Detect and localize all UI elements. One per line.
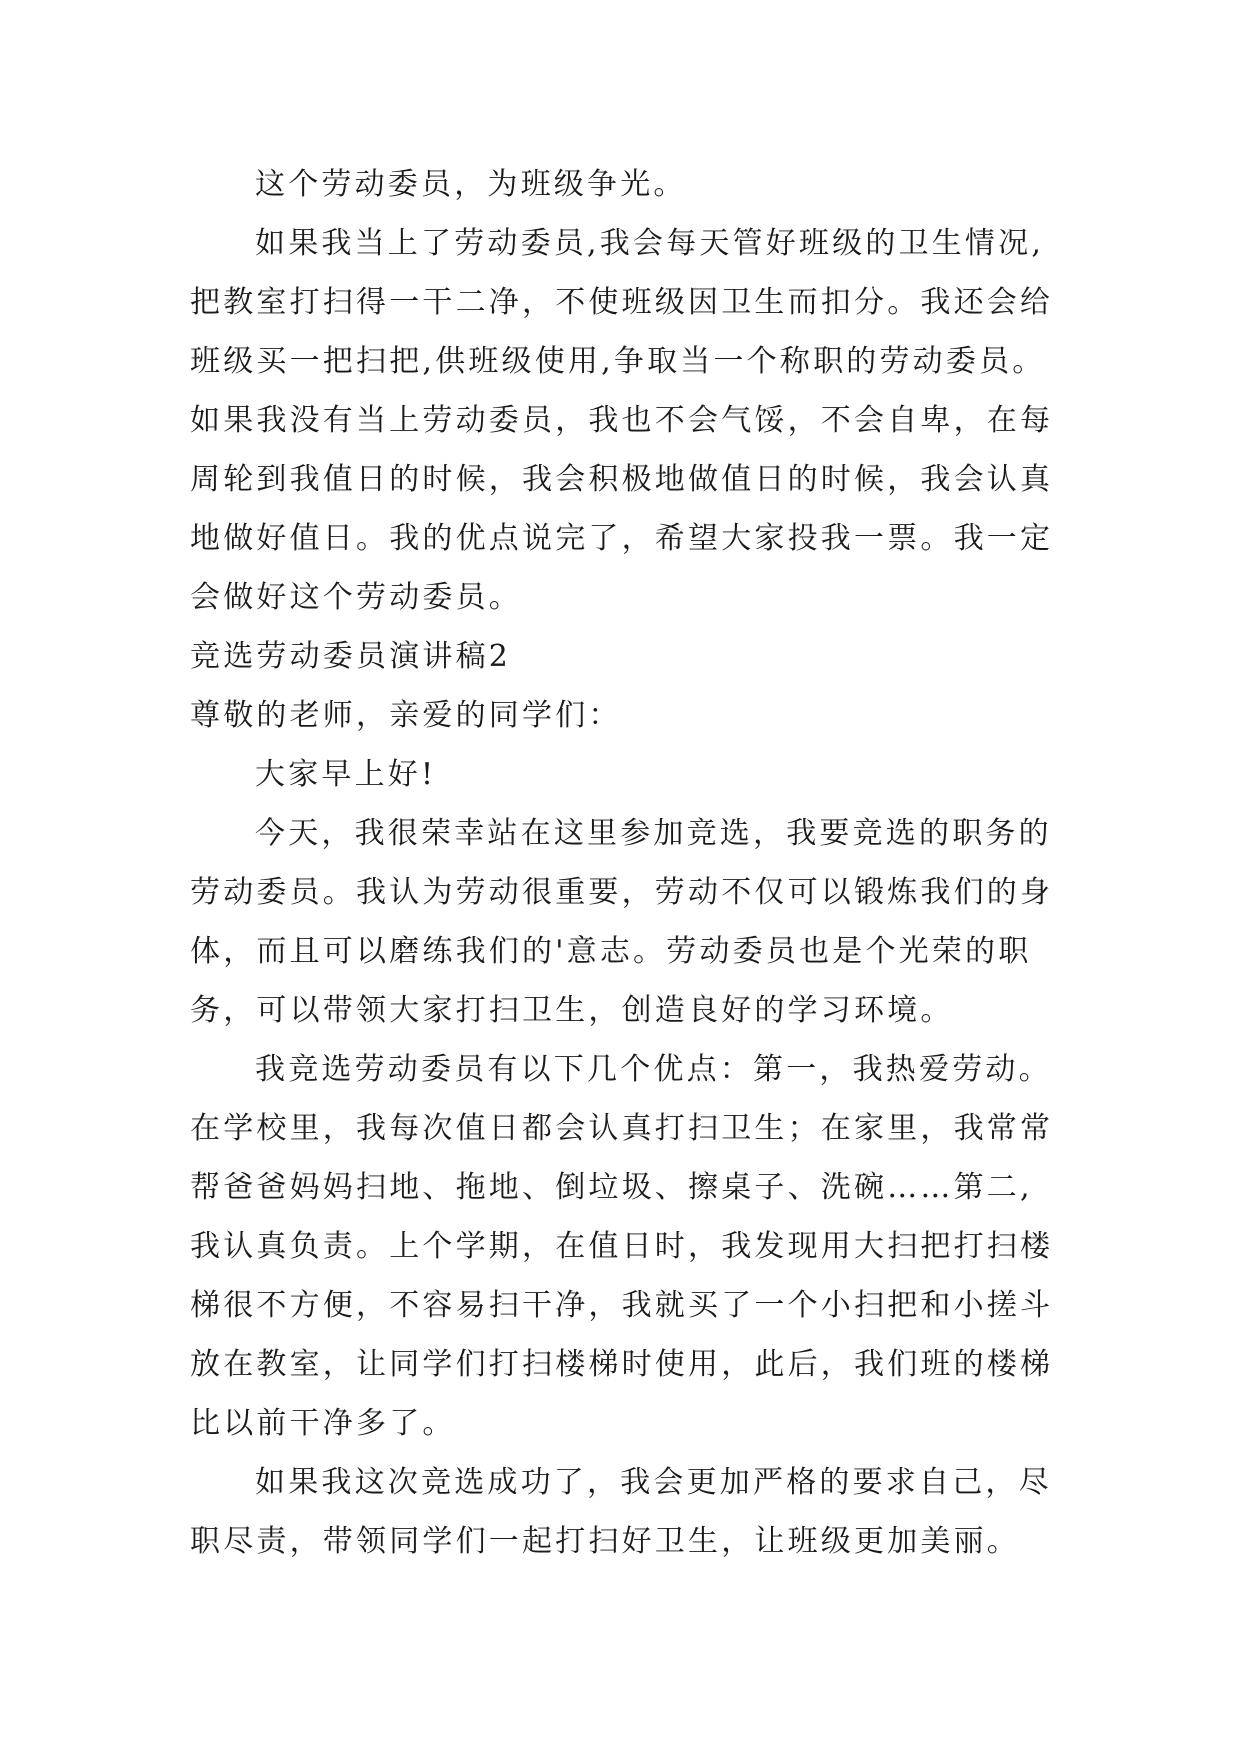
paragraph-line: 劳动委员。我认为劳动很重要，劳动不仅可以锻炼我们的身 — [190, 875, 1054, 910]
paragraph-line: 我认真负责。上个学期，在值日时，我发现用大扫把打扫楼 — [190, 1229, 1054, 1264]
greeting: 大家早上好! — [255, 757, 437, 792]
paragraph-line: 如果我没有当上劳动委员，我也不会气馁，不会自卑，在每 — [190, 403, 1054, 438]
salutation: 尊敬的老师，亲爱的同学们： — [190, 698, 622, 733]
paragraph-line: 职尽责，带领同学们一起打扫好卫生，让班级更加美丽。 — [190, 1524, 1020, 1559]
paragraph-line: 比以前干净多了。 — [190, 1406, 456, 1441]
paragraph-line: 梯很不方便，不容易扫干净，我就买了一个小扫把和小搓斗 — [190, 1288, 1054, 1323]
paragraph-line: 周轮到我值日的时候，我会积极地做值日的时候，我会认真 — [190, 462, 1054, 497]
paragraph-line: 会做好这个劳动委员。 — [190, 580, 522, 615]
paragraph-line: 如果我当上了劳动委员,我会每天管好班级的卫生情况, — [255, 226, 1045, 261]
paragraph-line: 体，而且可以磨练我们的'意志。劳动委员也是个光荣的职 — [190, 934, 1032, 969]
section-title: 竞选劳动委员演讲稿2 — [190, 639, 512, 674]
paragraph-line: 把教室打扫得一干二净，不使班级因卫生而扣分。我还会给 — [190, 285, 1054, 320]
paragraph-line: 我竞选劳动委员有以下几个优点：第一，我热爱劳动。 — [255, 1052, 1052, 1087]
paragraph-line: 务，可以带领大家打扫卫生，创造良好的学习环境。 — [190, 993, 954, 1028]
paragraph-line: 帮爸爸妈妈扫地、拖地、倒垃圾、擦桌子、洗碗……第二, — [190, 1170, 1033, 1205]
paragraph-line: 如果我这次竞选成功了，我会更加严格的要求自己，尽 — [255, 1465, 1052, 1500]
paragraph-line: 放在教室，让同学们打扫楼梯时使用，此后，我们班的楼梯 — [190, 1347, 1054, 1382]
paragraph-line: 在学校里，我每次值日都会认真打扫卫生；在家里，我常常 — [190, 1111, 1054, 1146]
paragraph-line: 班级买一把扫把,供班级使用,争取当一个称职的劳动委员。 — [190, 344, 1046, 379]
paragraph-line: 今天，我很荣幸站在这里参加竞选，我要竞选的职务的 — [255, 816, 1052, 851]
paragraph-line: 这个劳动委员，为班级争光。 — [255, 167, 687, 202]
paragraph-line: 地做好值日。我的优点说完了，希望大家投我一票。我一定 — [190, 521, 1054, 556]
